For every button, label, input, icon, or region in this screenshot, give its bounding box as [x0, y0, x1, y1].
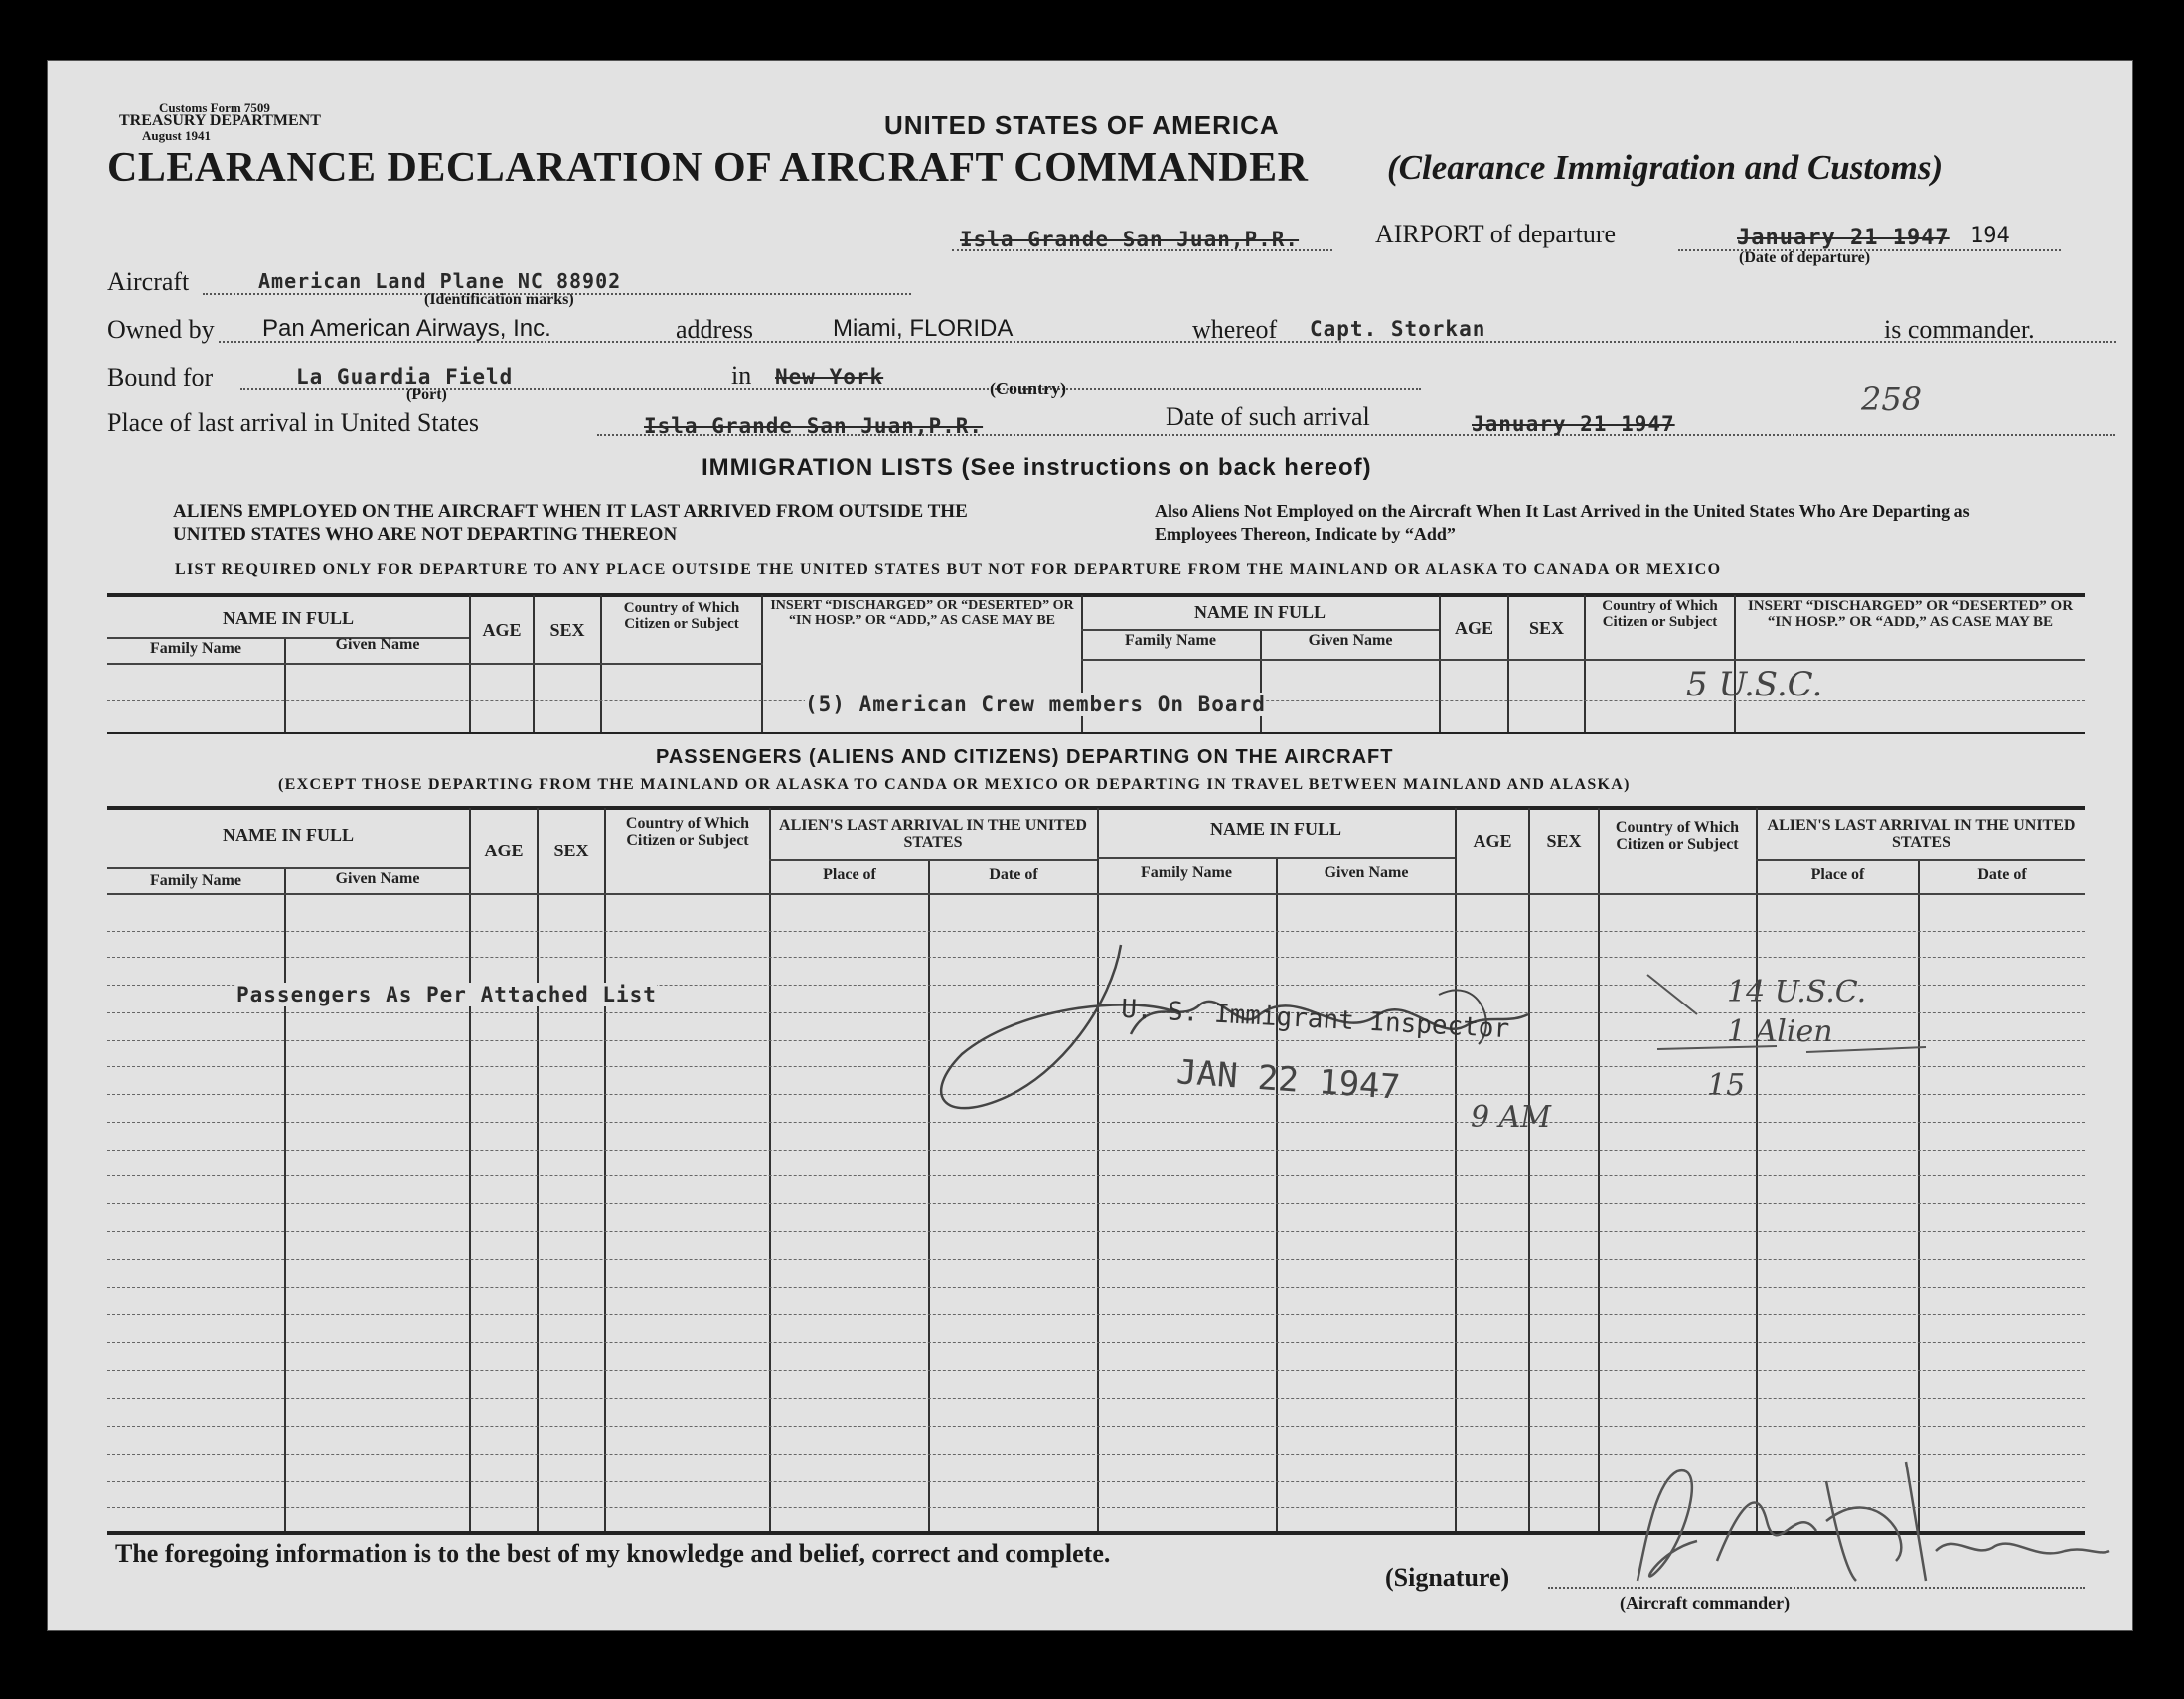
- imm-age-header: AGE: [482, 620, 522, 640]
- bound-country: New York: [775, 365, 884, 388]
- pass-date-header: Date of: [989, 866, 1038, 883]
- pass-age-header: AGE: [484, 841, 524, 860]
- port-caption: (Port): [406, 386, 447, 403]
- airport-label: AIRPORT of departure: [1375, 220, 1617, 248]
- immigration-title: IMMIGRATION LISTS (See instructions on back hereof): [702, 454, 1372, 481]
- passengers-subtitle: (EXCEPT THOSE DEPARTING FROM THE MAINLAND OR ALASKA TO CANDA OR MEXICO OR DEPARTING IN TRAVEL BETWEEN MAINLAND AND ALASKA): [278, 776, 1631, 793]
- imm-sex-header: SEX: [549, 620, 585, 640]
- imm-given-header-2: Given Name: [1308, 632, 1393, 649]
- imm-insert-header: INSERT “DISCHARGED” OR “DESERTED” OR “IN HOSP.” OR “ADD,” AS CASE MAY BE: [770, 598, 1074, 628]
- pass-place-header: Place of: [823, 866, 876, 883]
- address-label: address: [676, 315, 753, 344]
- last-arrival-label: Place of last arrival in United States: [107, 408, 480, 437]
- imm-insert-header-2: INSERT “DISCHARGED” OR “DESERTED” OR “IN HOSP.” OR “ADD,” AS CASE MAY BE: [1747, 598, 2074, 630]
- form-date: August 1941: [142, 128, 211, 143]
- imm-country-header: Country of Which Citizen or Subject: [623, 600, 740, 632]
- pass-place-header-2: Place of: [1810, 866, 1865, 883]
- pass-given-header-2: Given Name: [1324, 864, 1409, 881]
- form-page: [47, 60, 2133, 1631]
- form-subtitle: (Clearance Immigration and Customs): [1387, 148, 1944, 187]
- imm-family-header-2: Family Name: [1125, 632, 1216, 649]
- crew-entry: (5) American Crew members On Board: [805, 693, 1266, 716]
- address-value: Miami, FLORIDA: [833, 315, 1014, 342]
- imm-family-header: Family Name: [150, 640, 241, 657]
- aircraft-caption: (Identification marks): [424, 291, 574, 308]
- tally-marks: [1638, 955, 1936, 1094]
- form-number: Customs Form 7509: [159, 100, 270, 115]
- imm-name-header-2: NAME IN FULL: [1193, 602, 1326, 622]
- passengers-entry: Passengers As Per Attached List: [236, 983, 657, 1006]
- owner-value: Pan American Airways, Inc.: [262, 315, 551, 342]
- departure-suffix: 194: [1970, 224, 2010, 248]
- pass-family-header: Family Name: [150, 872, 241, 889]
- country-title: UNITED STATES OF AMERICA: [884, 110, 1280, 140]
- pass-age-header-2: AGE: [1473, 831, 1512, 850]
- departure-date: January 21 1947: [1737, 226, 1950, 250]
- aircraft-value: American Land Plane NC 88902: [258, 269, 622, 293]
- form-title: CLEARANCE DECLARATION OF AIRCRAFT COMMANDER: [107, 145, 1309, 191]
- imm-name-header: NAME IN FULL: [222, 608, 354, 628]
- arrival-date-label: Date of such arrival: [1166, 402, 1370, 431]
- departure-date-caption: (Date of departure): [1739, 249, 1871, 266]
- hand-time: 9 AM: [1471, 1100, 1552, 1135]
- bound-label: Bound for: [107, 363, 214, 391]
- arrival-number: 258: [1861, 381, 1923, 418]
- crew-hand-note: 5 U.S.C.: [1686, 665, 1823, 704]
- immigration-right-note: Also Aliens Not Employed on the Aircraft When It Last Arrived in the United States Who Are Departing as Employees Thereon, Indicate by “Add”: [1155, 501, 1970, 543]
- hand-count-3: 15: [1707, 1068, 1746, 1103]
- arrival-date: January 21 1947: [1472, 412, 1675, 436]
- immigration-left-note: ALIENS EMPLOYED ON THE AIRCRAFT WHEN IT LAST ARRIVED FROM OUTSIDE THE UNITED STATES WHO ARE NOT DEPARTING THEREON: [173, 501, 968, 544]
- pass-given-header: Given Name: [335, 870, 420, 887]
- hand-count-1: 14 U.S.C.: [1727, 975, 1867, 1009]
- pass-arrival-header-2: ALIEN'S LAST ARRIVAL IN THE UNITED STATES: [1767, 817, 2076, 850]
- pass-country-header: Country of Which Citizen or Subject: [625, 815, 750, 849]
- signature-caption: (Aircraft commander): [1620, 1593, 1791, 1613]
- footer-statement: The foregoing information is to the best of my knowledge and belief, correct and complete.: [115, 1539, 1111, 1568]
- imm-country-header-2: Country of Which Citizen or Subject: [1602, 598, 1718, 630]
- immigration-required: LIST REQUIRED ONLY FOR DEPARTURE TO ANY PLACE OUTSIDE THE UNITED STATES BUT NOT FOR DEPARTURE FROM THE MAINLAND OR ALASKA TO CANADA OR MEXICO: [175, 561, 1722, 578]
- commander-label: is commander.: [1884, 315, 2035, 344]
- owner-label: Owned by: [107, 315, 215, 344]
- pass-date-header-2: Date of: [1977, 866, 2027, 883]
- imm-age-header-2: AGE: [1454, 618, 1493, 638]
- pass-arrival-header: ALIEN'S LAST ARRIVAL IN THE UNITED STATES: [779, 817, 1087, 850]
- imm-given-header: Given Name: [335, 636, 420, 653]
- stamp-title: U. S. Immigrant Inspector: [1120, 994, 1510, 1045]
- country-caption: (Country): [990, 379, 1066, 398]
- passengers-title: PASSENGERS (ALIENS AND CITIZENS) DEPARTING ON THE AIRCRAFT: [656, 746, 1394, 768]
- bound-port: La Guardia Field: [296, 365, 514, 388]
- pass-name-header: NAME IN FULL: [222, 825, 354, 845]
- last-arrival-place: Isla Grande San Juan,P.R.: [644, 414, 984, 438]
- signature-label: (Signature): [1385, 1563, 1510, 1592]
- imm-sex-header-2: SEX: [1528, 618, 1564, 638]
- whereof-label: whereof: [1192, 315, 1278, 344]
- pass-sex-header: SEX: [553, 841, 589, 860]
- departure-place: Isla Grande San Juan,P.R.: [960, 228, 1300, 251]
- form-department: TREASURY DEPARTMENT: [119, 112, 321, 129]
- pass-family-header-2: Family Name: [1141, 864, 1232, 881]
- aircraft-label: Aircraft: [107, 267, 190, 296]
- pass-sex-header-2: SEX: [1546, 831, 1582, 850]
- in-label: in: [731, 361, 752, 389]
- commander-name: Capt. Storkan: [1310, 317, 1486, 341]
- stamp-date: JAN 22 1947: [1174, 1052, 1402, 1108]
- pass-country-header-2: Country of Which Citizen or Subject: [1615, 819, 1740, 852]
- hand-count-2: 1 Alien: [1727, 1014, 1833, 1049]
- pass-name-header-2: NAME IN FULL: [1209, 819, 1341, 839]
